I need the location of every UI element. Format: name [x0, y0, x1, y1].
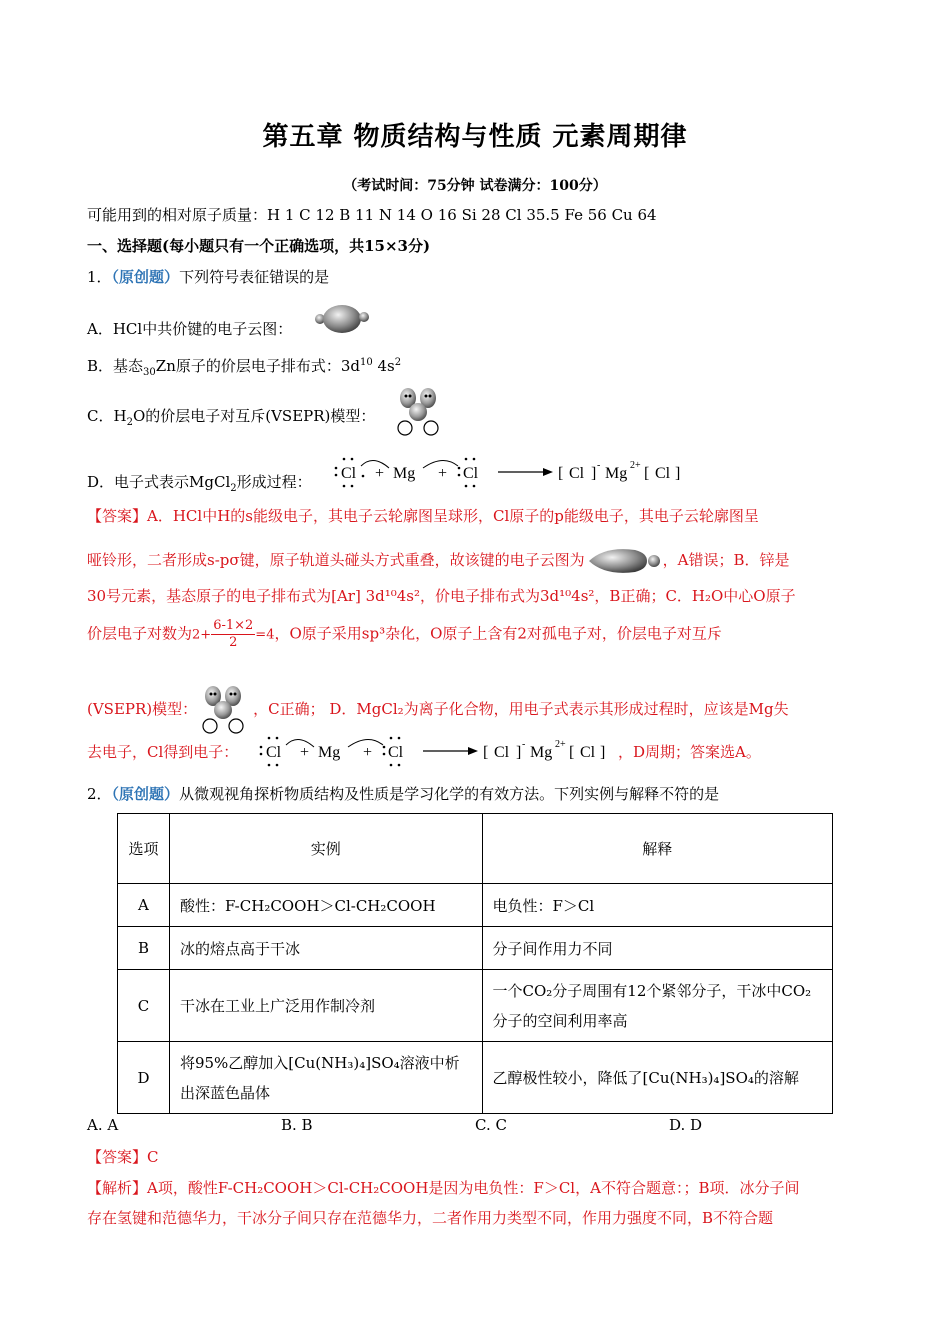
table-header-row — [118, 814, 833, 884]
svg-text:Cl: Cl — [494, 744, 510, 761]
svg-text:]: ] — [600, 744, 606, 761]
exam-info: （考试时间：75分钟 试卷满分：100分） — [343, 178, 607, 194]
q2-answer: 【答案】C — [87, 1148, 159, 1166]
svg-text:Cl: Cl — [569, 465, 585, 482]
svg-text:]: ] — [516, 744, 522, 761]
svg-text:Cl: Cl — [388, 744, 404, 761]
h2o-vsepr-model-icon — [392, 386, 444, 438]
header-option: 选项 — [118, 814, 170, 884]
q1-answer-line5: (VSEPR)模型： ，C正确； D．MgCl₂为离子化合物，用电子式表示其形成过程时，应该是Mg失 — [87, 684, 789, 736]
table-row: D 将95%乙醇加入[Cu(NH₃)₄]SO₄溶液中析出深蓝色晶体 乙醇极性较小，降低了[Cu(NH₃)₄]SO₄的溶解 — [118, 1042, 833, 1114]
q1-answer-line6: 去电子，Cl得到电子： — [87, 743, 239, 761]
svg-text:Mg: Mg — [530, 744, 553, 761]
svg-text:Mg: Mg — [318, 744, 341, 761]
eq-plus-1: + — [375, 465, 385, 482]
q1-answer-line1: 【答案】A．HCl中H的s能级电子，其电子云轮廓图呈球形，Cl原子的p能级电子，其电子云轮廓图呈 — [87, 507, 759, 525]
svg-text:Mg: Mg — [605, 465, 628, 482]
q1-answer-line3: 30号元素，基态原子的电子排布式为[Ar] 3d¹⁰4s²，价电子排布式为3d¹⁰4s²，B正确；C．H₂O中心O原子 — [87, 587, 796, 605]
q1-answer-line6-end: ，D周期；答案选A。 — [618, 743, 761, 761]
svg-text:+: + — [300, 744, 310, 761]
q1-answer-line4: 价层电子对数为2+ $\frac{6-1\times 2}{2}$ =4，O原子采用sp³杂化，O原子上含有2对孤电子对，价层电子对互斥 — [87, 618, 722, 650]
mgcl2-formation-equation — [333, 454, 683, 490]
table-row: A 酸性：F-CH₂COOH＞Cl-CH₂COOH 电负性：F＞Cl — [118, 884, 833, 927]
h2o-vsepr-answer-icon — [197, 684, 253, 736]
q2-option-b: B. B — [281, 1116, 313, 1134]
q1-number: 1． — [87, 268, 112, 286]
q1-option-a: A．HCl中共价键的电子云图： — [87, 320, 293, 338]
mgcl2-formation-answer-equation — [258, 733, 618, 769]
q1-text: 下列符号表征错误的是 — [179, 268, 330, 286]
hcl-cloud-answer-icon — [585, 544, 663, 578]
q2-explanation-line2: 存在氢键和范德华力，干冰分子间只存在范德华力，二者作用力类型不同，作用力强度不同，B不符合题 — [87, 1209, 774, 1227]
q2-explanation-line1: 【解析】A项，酸性F-CH₂COOH＞Cl-CH₂COOH是因为电负性：F＞Cl，A不符合题意：；B项．冰分子间 — [87, 1179, 800, 1197]
q2-option-a: A. A — [87, 1116, 119, 1134]
eq-plus-2: + — [438, 465, 448, 482]
section-heading: 一、选择题(每小题只有一个正确选项，共15×3分) — [87, 237, 431, 255]
q2-stem: 2．（原创题）从微观视角探析物质结构及性质是学习化学的有效方法。下列实例与解释不符的是 — [87, 785, 720, 803]
eq-cl-left: Cl — [341, 465, 357, 482]
q1-option-c: C．$H_2O$的价层电子对互斥(VSEPR)模型： — [87, 407, 376, 428]
svg-text:[: [ — [483, 744, 489, 761]
q1-tag: （原创题） — [111, 268, 180, 286]
table-row: B 冰的熔点高于干冰 分子间作用力不同 — [118, 927, 833, 970]
eq-cl-right: Cl — [463, 465, 479, 482]
q2-option-d: D. D — [669, 1116, 703, 1134]
svg-text:Cl: Cl — [266, 744, 282, 761]
eq-mg: Mg — [393, 465, 416, 482]
q1-option-b: B．基态$_{30}$Zn原子的价层电子排布式：$3d^{10}$ $4s^2$ — [87, 357, 402, 378]
svg-text:+: + — [363, 744, 373, 761]
svg-text:-: - — [597, 460, 601, 471]
svg-text:2+: 2+ — [555, 739, 566, 750]
q1-stem — [87, 266, 329, 287]
svg-text:Cl: Cl — [580, 744, 596, 761]
svg-text:[: [ — [569, 744, 575, 761]
header-example: 实例 — [169, 814, 482, 884]
atomic-masses: 可能用到的相对原子质量：H 1 C 12 B 11 N 14 O 16 Si 28 Cl 35.5 Fe 56 Cu 64 — [87, 206, 657, 224]
hcl-electron-cloud-icon — [312, 297, 372, 341]
svg-text:[: [ — [644, 465, 650, 482]
header-explain: 解释 — [482, 814, 832, 884]
table-row: C 干冰在工业上广泛用作制冷剂 一个CO₂分子周围有12个紧邻分子，干冰中CO₂分子的空间利用率高 — [118, 970, 833, 1042]
svg-text:]: ] — [675, 465, 681, 482]
svg-text:]: ] — [591, 465, 597, 482]
q2-option-c: C. C — [475, 1116, 507, 1134]
q1-answer-line2: 哑铃形，二者形成s-pσ键，原子轨道头碰头方式重叠，故该键的电子云图为 ，A错误；B．锌是 — [87, 544, 789, 578]
svg-text:2+: 2+ — [630, 460, 641, 471]
q1-option-d: D．电子式表示MgCl$_2$形成过程： — [87, 473, 312, 494]
svg-text:-: - — [522, 739, 526, 750]
q2-table — [117, 813, 833, 1114]
svg-text:Cl: Cl — [655, 465, 671, 482]
svg-text:[: [ — [558, 465, 564, 482]
page-title: 第五章 物质结构与性质 元素周期律 — [262, 122, 688, 152]
